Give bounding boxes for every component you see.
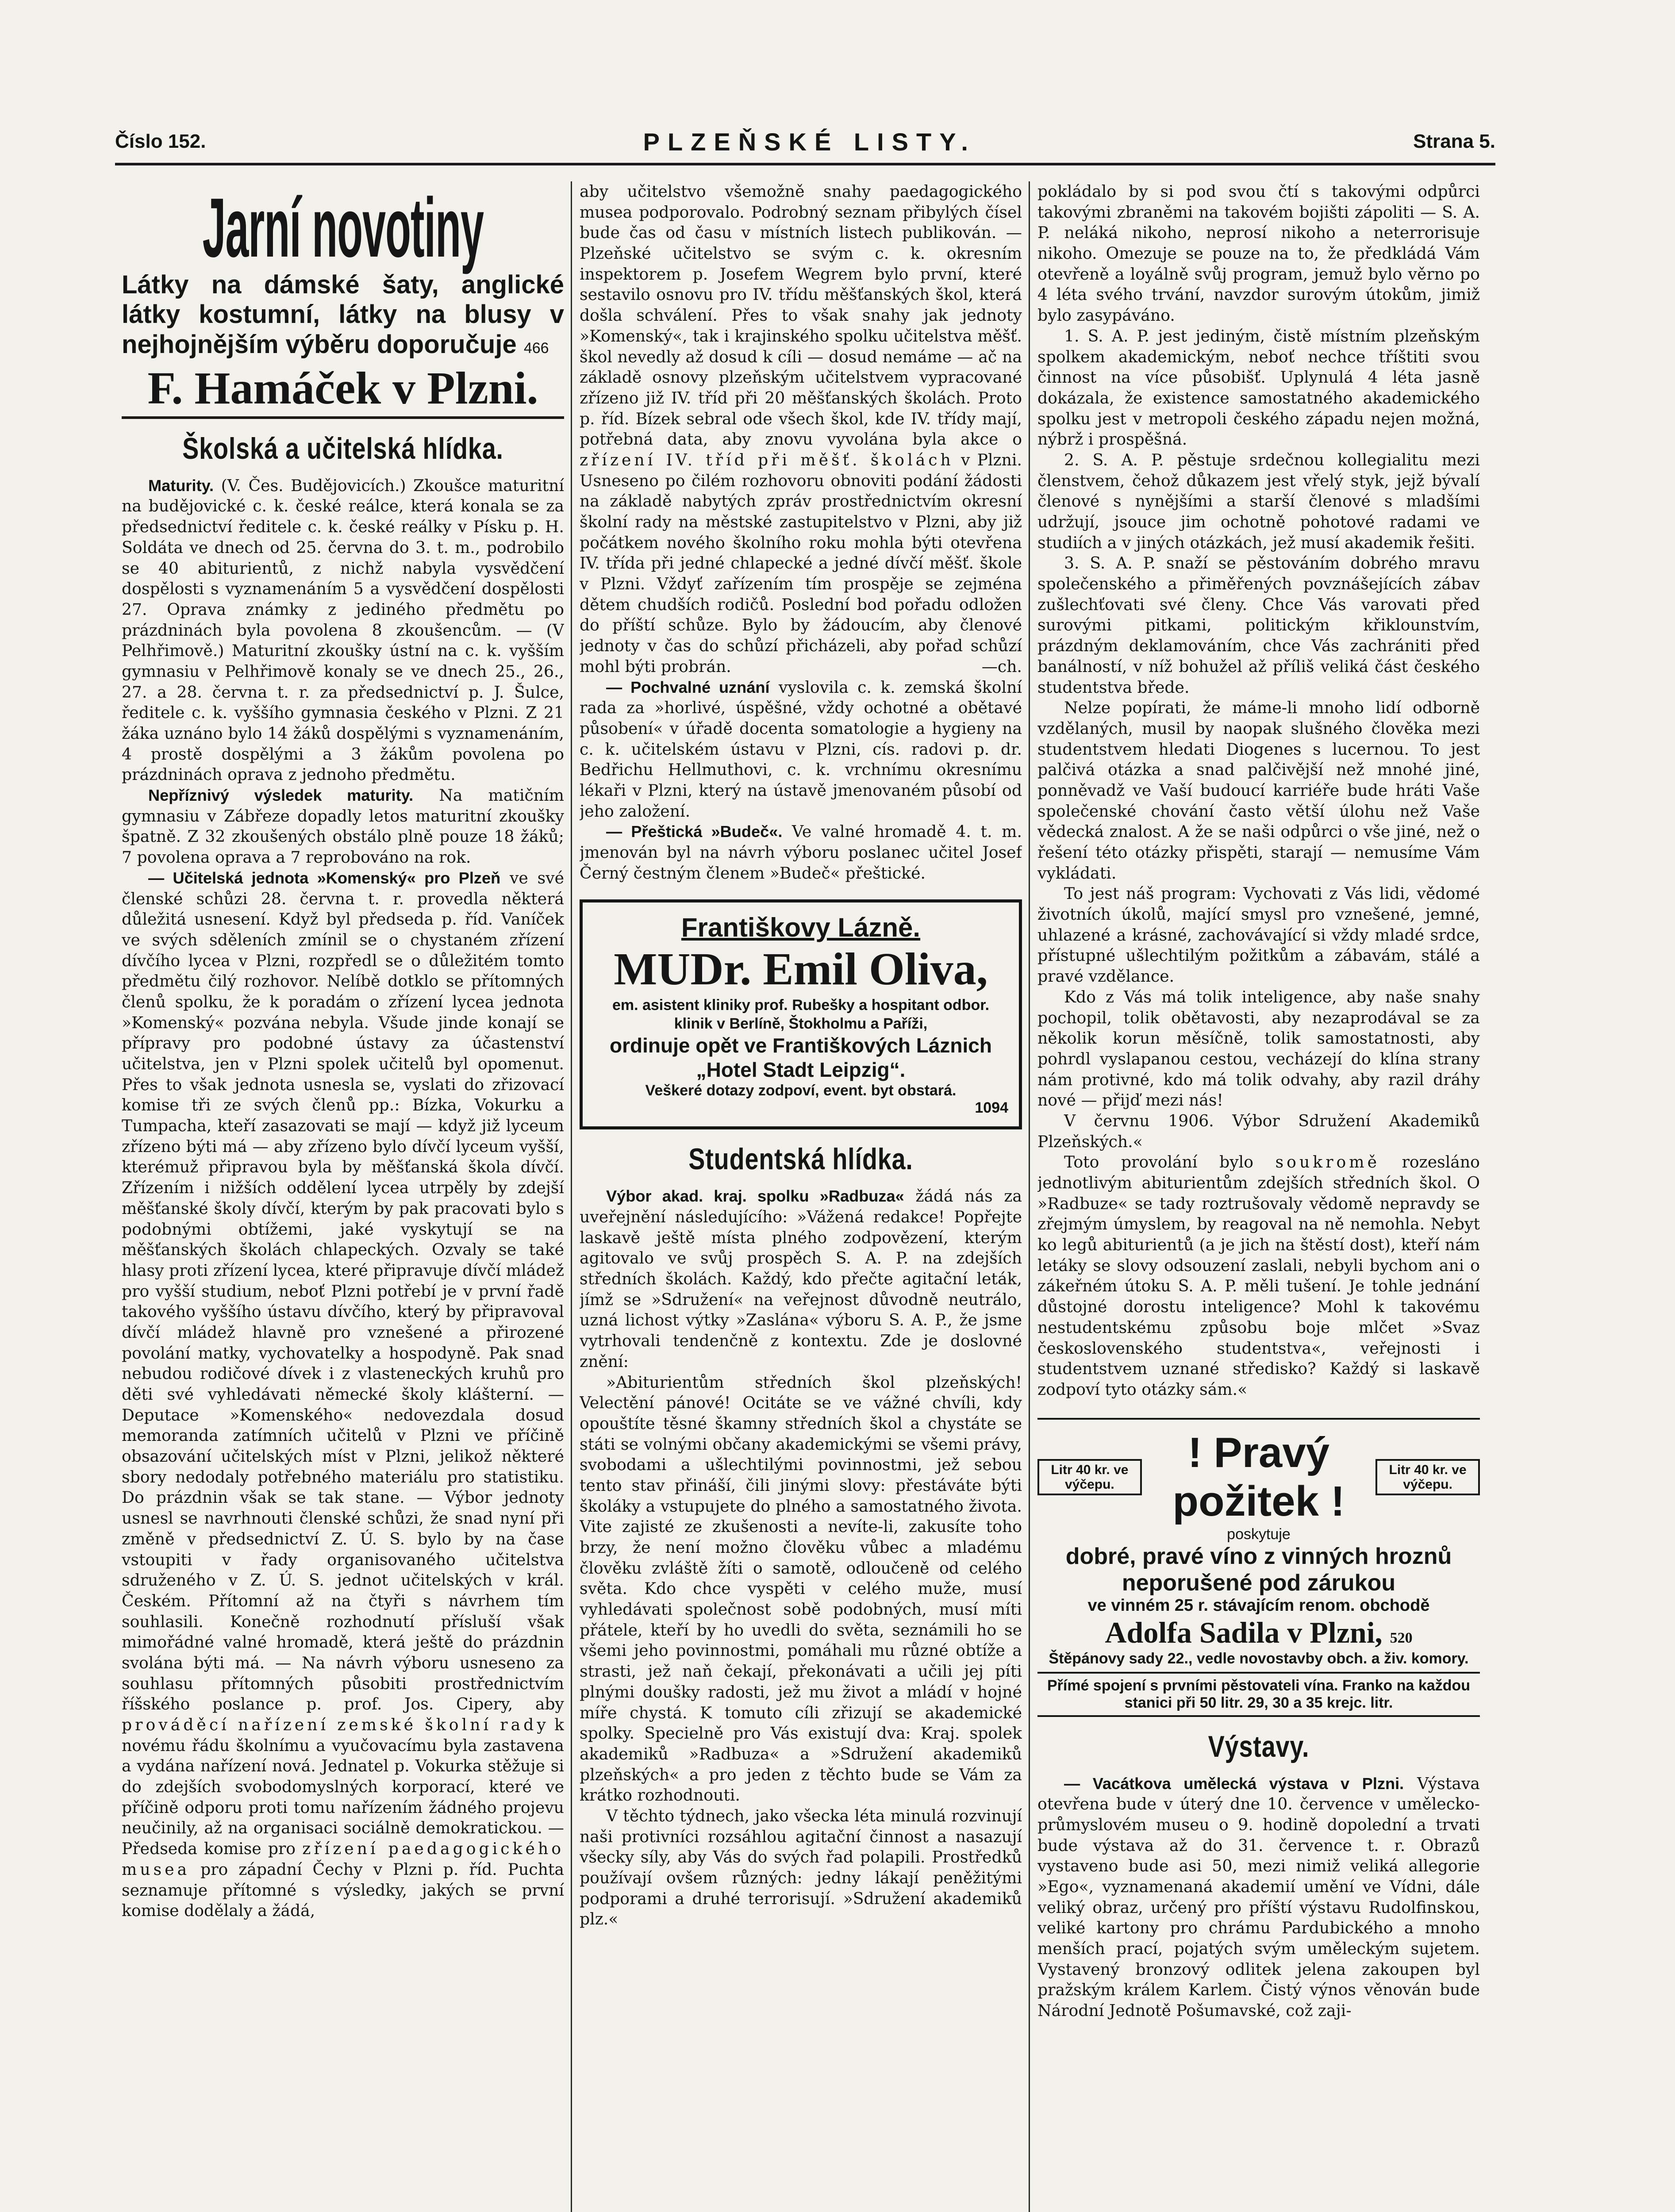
article-paragraph bbox=[580, 1186, 1022, 1372]
paragraph-text: Na matičním gymnasiu v Zábřeze dopadly letos maturitní zkoušky špatně. Z 32 zkoušených obstálo plně pouze 18 žáků; 7 povolena oprava a 7 reprobováno na rok. bbox=[122, 786, 564, 867]
article-paragraph bbox=[1037, 1152, 1480, 1400]
ad-firm: F. Hamáček v Plzni. bbox=[122, 362, 564, 419]
paragraph-text: Ve valné hromadě 4. t. m. jmenován byl na návrh výboru poslanec učitel Josef Černý čestným členem »Budeč« přeštické. bbox=[580, 822, 1022, 883]
section-heading: Výstavy. bbox=[1208, 1729, 1310, 1763]
paragraph-text: ve své členské schůzi 28. června t. r. provedla některá důležitá usnesení. Když byl předseda p. říd. Vaníček ve svých sděleních zmínil se o chystaném zřízení dívčího lycea v Plzni, rozpředl se o důležitém tomto předmětu čilý rozhovor. Nelíbě dotklo se přítomných členů spolku, že k poradám o zřízení lycea jednota »Komenský« pozvána nebyla. Všude jinde konají se přípravy pro podobné ústavy za účastenství učitelstva, jen v Plzni spolek učitelů byl opomenut. Přes to však jednota usnesla se, vyslati do zřizovací komise tři ze svých členů pp.: Bízka, Vokurku a Tumpacha, kteří zasazovati se mají — když již lyceum zřízeno býti má — aby zřízeno bylo dívčí lyceum vyšší, kterémuž připravou byla by měšťanská škola dívčí. Zřízením i nižších oddělení lycea utrpěly by zdejší měšťanské školy dívčí, kterým by pak pracovati bylo s podobnými obtížemi, jaké vyskytují se na měšťanských školách chlapeckých. Ozvaly se také hlasy proti zřízení lycea, které připravuje dívčí mládež pro vyšší studium, neboť Plzni potřebí je v první řadě takového vyššího ústavu dívčího, který by připravoval dívčí mládež hlavně pro vznešené a přirozené povolání matky, vychovatelky a hospodyně. Pak snad nebudou rodičové dívek i z vlasteneckých kruhů pro děti své vyhledávati německé školy klášterní. — Deputace »Komenského« nedovezdala dosud memoranda zatímních učitelů v Plzni ve příčině obsazování učitelských míst v Plzni, jelikož některé sbory nedodaly potřebného materiálu pro statistiku. Do prázdnin však se tak stane. — Výbor jednoty usnesl se navrhnouti členské schůzi, že snad nyní při změně v předsednictví Z. Ú. S. bylo by na čase vstoupiti v řady organisovaného učitelstva sdruženého v Z. Ú. S. jednot učitelských v král. Českém. Přítomní až na čtyři s návrhem tím souhlasili. Konečně rozhodnutí přísluší však mimořádné valné hromadě, která ještě do prázdnin svolána býti má. — Na návrh výboru usneseno za souhlasu přítomných působiti prostřednictvím říšského poslance p. prof. Jos. Cipery, aby bbox=[122, 868, 564, 1714]
wine-ad-line: dobré, pravé víno z vinných hroznů neporušené pod zárukou bbox=[1065, 1543, 1452, 1596]
section-heading: Studentská hlídka. bbox=[688, 1142, 913, 1176]
column-3 bbox=[1037, 181, 1480, 2212]
ad-line: Veškeré dotazy zodpoví, event. byt obstará. bbox=[645, 1082, 957, 1099]
header-rule bbox=[115, 163, 1495, 165]
ad-number: 466 bbox=[523, 339, 549, 357]
runin-heading: — Pochvalné uznání bbox=[606, 678, 770, 696]
masthead: PLZEŇSKÉ LISTY. bbox=[643, 127, 976, 156]
runin-heading: — Přeštická »Budeč«. bbox=[606, 822, 783, 841]
paragraph-text: vyslovila c. k. zemská školní rada za »horlivé, úspěšné, vždy ochotné a obětavé působení« v úřadě docenta somatologie a hygieny na c. k. učitelském ústavu v Plzni, cís. radovi p. dr. Bedřichu Hellmuthovi, c. k. vrchnímu okresnímu lékaři v Plzni, který na ústavě jmenovaném působí od jeho založení. bbox=[580, 677, 1022, 821]
wine-ad-line: poskytuje bbox=[1227, 1525, 1291, 1543]
section-heading: Školská a učitelská hlídka. bbox=[182, 431, 503, 465]
runin-heading: Nepříznivý výsledek maturity. bbox=[148, 786, 414, 805]
article-paragraph: 2. S. A. P. pěstuje srdečnou kollegialitu mezi členstvem, čehož důkazem jest vřelý styk, jejž bývalí členové s nynějšími a starší členové s mladšími udržují, jsouce jim ochotně pohotové radami ve studiích a v jiných otázkách, jež musí akademik řešiti. bbox=[1037, 450, 1480, 552]
ad-line: em. asistent kliniky prof. Rubešky a hospitant odbor. klinik v Berlíně, Štokholmu a Paříži, bbox=[612, 996, 990, 1033]
runin-heading: Maturity. bbox=[148, 476, 214, 495]
article-paragraph bbox=[122, 785, 564, 868]
paragraph-text: žádá nás za uveřejnění následujícího: »Vážená redakce! Popřejte laskavě ještě místa plného zodpovězení, kterým agitovalo ve svůj prospěch S. A. P. na zdejších středních školách. Každý, kdo přečte agitační leták, jímž se »Sdružení« na veřejnost důvodně neutrálo, uzná lichost výtky »Zaslána« výboru S. A. P., že jsme vytrhovali tendenčně z kontextu. Zde je doslovné znění: bbox=[580, 1187, 1022, 1371]
article-paragraph: To jest náš program: Vychovati z Vás lidi, vědomé životních úkolů, mající smysl pro vznešené, jemné, uhlazené a krásné, zachovávající si vždy mladé srdce, přístupné ušlechtilým požitkům a zábavám, stálé a pravé vzdělance. bbox=[1037, 884, 1480, 986]
article-paragraph: V červnu 1906. Výbor Sdružení Akademiků Plzeňských.« bbox=[1037, 1111, 1480, 1151]
price-tag: Litr 40 kr. ve výčepu. bbox=[1037, 1459, 1142, 1495]
column-2 bbox=[580, 181, 1022, 2212]
article-paragraph bbox=[122, 476, 564, 785]
article-paragraph bbox=[580, 677, 1022, 822]
runin-heading: Výbor akad. kraj. spolku »Radbuza« bbox=[606, 1187, 904, 1206]
ad-text: Látky na dámské šaty, anglické látky kostumní, látky na blusy v nejhojnějším výběru doporučuje bbox=[122, 270, 564, 359]
ad-place: Františkovy Lázně. bbox=[681, 913, 921, 943]
article-paragraph: pokládalo by si pod svou čtí s takovými odpůrci takovými zbraněmi na takovém bojišti zápoliti — S. A. P. neláká nikoho, neprosí nikoho a neterrorisuje nikoho. Omezuje se pouze na to, že předkládá Vám otevřeně a loyálně svůj program, jemuž bylo věrno po 4 léta svého trvání, navzdor surovým útokům, jimiž bylo zasypáváno. bbox=[1037, 182, 1480, 325]
article-paragraph: Kdo z Vás má tolik inteligence, aby naše snahy pochopil, tolik obětavosti, aby nezaprodával se za několik korun měsíčně, tolik samostatnosti, aby pohrdl vyslapanou cestou, vecházejí do klína strany nám protivné, kdo má tolik odvahy, aby razil dráhy nové — přijď mezi nás! bbox=[1037, 987, 1480, 1110]
firm-name: Adolfa Sadila v Plzni, bbox=[1105, 1615, 1383, 1649]
ad-body bbox=[122, 270, 564, 359]
paragraph-text: v Plzni. Usneseno po čilém rozhovoru obnoviti podání žádosti na základě nabytých zpráv prostřednictvím okresní školní rady na městské zastupitelstvo v Plzni, aby již počátkem nového školního roku mohla býti otevřena IV. třída při jedné chlapecké a jedné dívčí měšť. škole v Plzni. Vždyť zařízením tím prospěje se zejména dětem chudších rodičů. Poslední bod pořadu odložen do příští schůze. Bylo by žádoucím, aby členové jednoty v čas do schůzí přicházeli, aby pořad schůzí mohl býti probrán. bbox=[580, 450, 1022, 676]
article-paragraph bbox=[122, 868, 564, 1921]
price-tag: Litr 40 kr. ve výčepu. bbox=[1375, 1459, 1480, 1495]
wine-ad-address: Štěpánovy sady 22., vedle novostavby obch. a živ. komory. bbox=[1049, 1650, 1469, 1667]
article-paragraph: Nelze popírati, že máme-li mnoho lidí odborně vzdělaných, musil by naopak slušného člověka mezi studentstvem hledati Diogenes s lucernou. To jest palčivá otázka a snad palčivější než mnohé jiné, ponněvadž ve Vaší budoucí karriéře bude hráti Vaše společenské chování často větší úlohu než Vaše vědecká znalost. A že se naši odpůrci o vše jiné, než o řešení této otázky přispěti, starají — nemusíme Vám vykládati. bbox=[1037, 698, 1480, 883]
wine-ad-top bbox=[1037, 1429, 1480, 1526]
paragraph-text: (V. Čes. Budějovicích.) Zkoušce maturitní na budějovické c. k. české reálce, která konala se za předsednictví ředitele c. k. české reálky v Písku p. H. Soldáta ve dnech od 25. června do 3. t. m., podrobilo se 40 abiturientů, z nichž nabyla vysvědčení dospělosti s vyznamenáním 5 a vysvědčení dospělosti 27. Oprava známky z jediného předmětu po prázdninách byla povolena 8 zkoušencům. — (V Pelhřimově.) Maturitní zkoušky ústní na c. k. vyšším gymnasiu v Pelhřimově konaly se ve dnech 25., 26., 27. a 28. června t. r. za předsednictví p. J. Šulce, ředitele c. k. vyššího gymnasia českého v Plzni. Z 21 žáka uznáno bylo 14 žáků dospělými s vyznamenáním, 4 prostě dospělými a 3 žákům povolena po prázdninách oprava z jednoho předmětu. bbox=[122, 476, 564, 784]
spaced-text: soukromě bbox=[1275, 1152, 1380, 1172]
runin-heading: — Vacátkova umělecká výstava v Plzni. bbox=[1064, 1774, 1404, 1793]
column-divider bbox=[1029, 181, 1030, 2212]
paragraph-text: aby učitelstvo všemožně snahy paedagogického musea podporovalo. Podrobný seznam přibylých čísel bude čas od času v místních listech publikován. — Plzeňské učitelstvo se svým c. k. okresním inspektorem p. Josefem Wegrem bylo první, které sestavilo osnovu pro IV. třídu měšťanských škol, která došla schválení. Přes to však snahy jak jednoty »Komenský«, tak i krajinského spolku učitelstva měšť. škol nevedly až dosud k cíli — dosud nemáme — ač na základě osnovy plzeňským učitelstvem vypracované zřízeno již IV. tříd při 20 měšťanských školách. Proto p. říd. Bízek sebral ode všech škol, kde IV. třídy mají, potřebná data, aby znovu vyvolána byla akce o bbox=[580, 182, 1022, 449]
advertisement-sadil bbox=[1037, 1418, 1480, 1717]
issue-number: Číslo 152. bbox=[115, 131, 206, 152]
paragraph-text: rozesláno jednotlivým abiturientům zdejších středních škol. O »Radbuze« se tady roztrušovaly vědomě nepravdy se zřejmým úmyslem, by reagoval na ně nemohla. Nebyt ko legů abiturientů (a je jich na štěstí dost), kteří nám letáky se slovy odsouzení zaslali, nebyli bychom ani o zákeřném útoku S. A. P. měli tušení. Je tohle jednání důstojné dorostu inteligence? Mohl k takovému nestudentskému způsobu boje mlčet »Svaz československého studentstva«, veřejnosti i studentstvem uznané středisko? Každý si laskavě zodpoví tyto otázky sám.« bbox=[1037, 1152, 1480, 1399]
page-number: Strana 5. bbox=[1413, 131, 1495, 152]
ad-number: 520 bbox=[1390, 1629, 1413, 1646]
article-paragraph: 1. S. A. P. jest jediným, čistě místním plzeňským spolkem akademickým, neboť nechce tříštiti svou činnost na více působišť. Uplynulá 4 léta jasně dokázala, že existence samostatného akademického spolku jest v metropoli českého západu nejen možná, nýbrž i prospěšná. bbox=[1037, 326, 1480, 449]
ad-title: Jarní novotiny bbox=[202, 181, 484, 275]
advertisement-hamacek bbox=[122, 181, 564, 419]
article-paragraph: »Abiturientům středních škol plzeňských! Velectění pánové! Ocitáte se ve vážné chvíli, kdy opouštíte těsné škamny středních škol a chystáte se státi se volnými občany akademickými se všemi právy, svobodami a ušlechtilými povinnostmi, jež sebou tento stav přináší, čili jinými slovy: přestáváte býti školáky a vstupujete do plného a samostatného života. Vite zajisté ze zkušenosti a nevíte-li, zakusíte toho brzy, že není možno člověku vůbec a mladému člověku zvláště žíti o samotě, odloučeně od celého světa. Kdo chce vyspěti v celého muže, musí vyhledávati společnost sobě podobných, musí míti přátele, kteří by ho uvedli do světa, seznámili ho se všemi jeho povinnostmi, pomáhali mu různé obtíže a strasti, jež naň čekají, překonávati a učili jej píti plnými doušky radosti, jež mu život a mládí v hojné míře chystá. K tomuto cíli zřizují se akademické spolky. Specielně pro Vás existují dva: Kraj. spolek akademiků »Radbuza« a »Sdružení akademiků plzeňských« a pro jeden z těchto bude se Vám za krátko rozhodnouti. bbox=[580, 1372, 1022, 1805]
article-paragraph bbox=[580, 181, 1022, 677]
wine-ad-offer: Přímé spojení s prvními pěstovateli vína. Franko na každou stanici při 50 litr. 29, 30 a 35 krejc. litr. bbox=[1037, 1672, 1480, 1717]
runin-heading: — Učitelská jednota »Komenský« pro Plzeň bbox=[148, 868, 501, 887]
article-paragraph bbox=[1037, 1774, 1480, 2021]
ad-number: 1094 bbox=[975, 1099, 1008, 1117]
signature: —ch. bbox=[981, 657, 1022, 676]
spaced-text: zřízení IV. tříd při měšť. školách bbox=[580, 450, 954, 469]
wine-ad-line: ve vinném 25 r. stávajícím renom. obchodě bbox=[1087, 1596, 1430, 1615]
paragraph-text: Výstava otevřena bude v úterý dne 10. července v umělecko-průmyslovém museu o 9. hodině dopolední a trvati bude výstava až do 31. července t. r. Obrazů vystaveno bude asi 50, mezi nimiž veliká allegorie »Ego«, vyznamenaná akademií umění ve Vídni, dále veliký obraz, určený pro příští výstavu Rudolfinskou, veliké kartony pro chrámu Pardubického a mnoho menších prací, pojatých svým uměleckým sujetem. Vystavený bronzový odlitek jelena zakoupen byl pražským králem Karlem. Čistý výnos věnován bude Národní Jednotě Pošumavské, což zaji- bbox=[1037, 1774, 1480, 2020]
advertisement-oliva bbox=[580, 899, 1022, 1129]
spaced-text: zřízení paedagogického musea bbox=[122, 1839, 564, 1879]
wine-ad-firm bbox=[1037, 1615, 1480, 1650]
ad-line: ordinuje opět ve Františkových Láznich „Hotel Stadt Leipzig“. bbox=[610, 1033, 992, 1082]
article-paragraph: 3. S. A. P. snaží se pěstováním dobrého mravu společenského a přiměřených povznášejících zábav zušlechťovati své členy. Chce Vás varovati před surovými pitkami, politickým křiklounstvím, prázdným deklamováním, chce Vás zachrániti před banálností, v níž bohužel až příliš veliká část českého studentstva břede. bbox=[1037, 553, 1480, 697]
column-divider bbox=[571, 181, 572, 2212]
page-header bbox=[115, 124, 1495, 159]
paragraph-text: Toto provolání bylo bbox=[1064, 1152, 1254, 1172]
paragraph-text: k novému řádu školnímu a vyučovacímu byla zastavena a vydána nařízení nová. Jednatel p. Vokurka stěžuje si do zdejších svobodomyslných korporací, které ve příčině odporu proti tomu nařízením žádného projevu neučinily, až na organisaci sociálně demokratickou. — Předseda komise pro bbox=[122, 1715, 564, 1859]
article-paragraph: V těchto týdnech, jako všecka léta minulá rozvinují naši protivníci rozsáhlou agitační činnost a nasazují všecky síly, aby Vás do svých řad polapili. Prostředků používají ovšem různých: jedny lákají peněžitými podporami a druhé terrorisují. »Sdružení akademiků plz.« bbox=[580, 1806, 1022, 1929]
paragraph-text: pro západní Čechy v Plzni p. říd. Puchta seznamuje přítomné s výsledky, jakých se první komise dodělaly a žádá, bbox=[122, 1859, 564, 1920]
column-1 bbox=[122, 181, 564, 2212]
ad-doctor: MUDr. Emil Oliva, bbox=[614, 944, 988, 995]
wine-ad-title: ! Pravý požitek ! bbox=[1172, 1429, 1345, 1525]
spaced-text: prováděcí nařízení zemské školní rady bbox=[122, 1715, 549, 1735]
article-paragraph bbox=[580, 822, 1022, 883]
